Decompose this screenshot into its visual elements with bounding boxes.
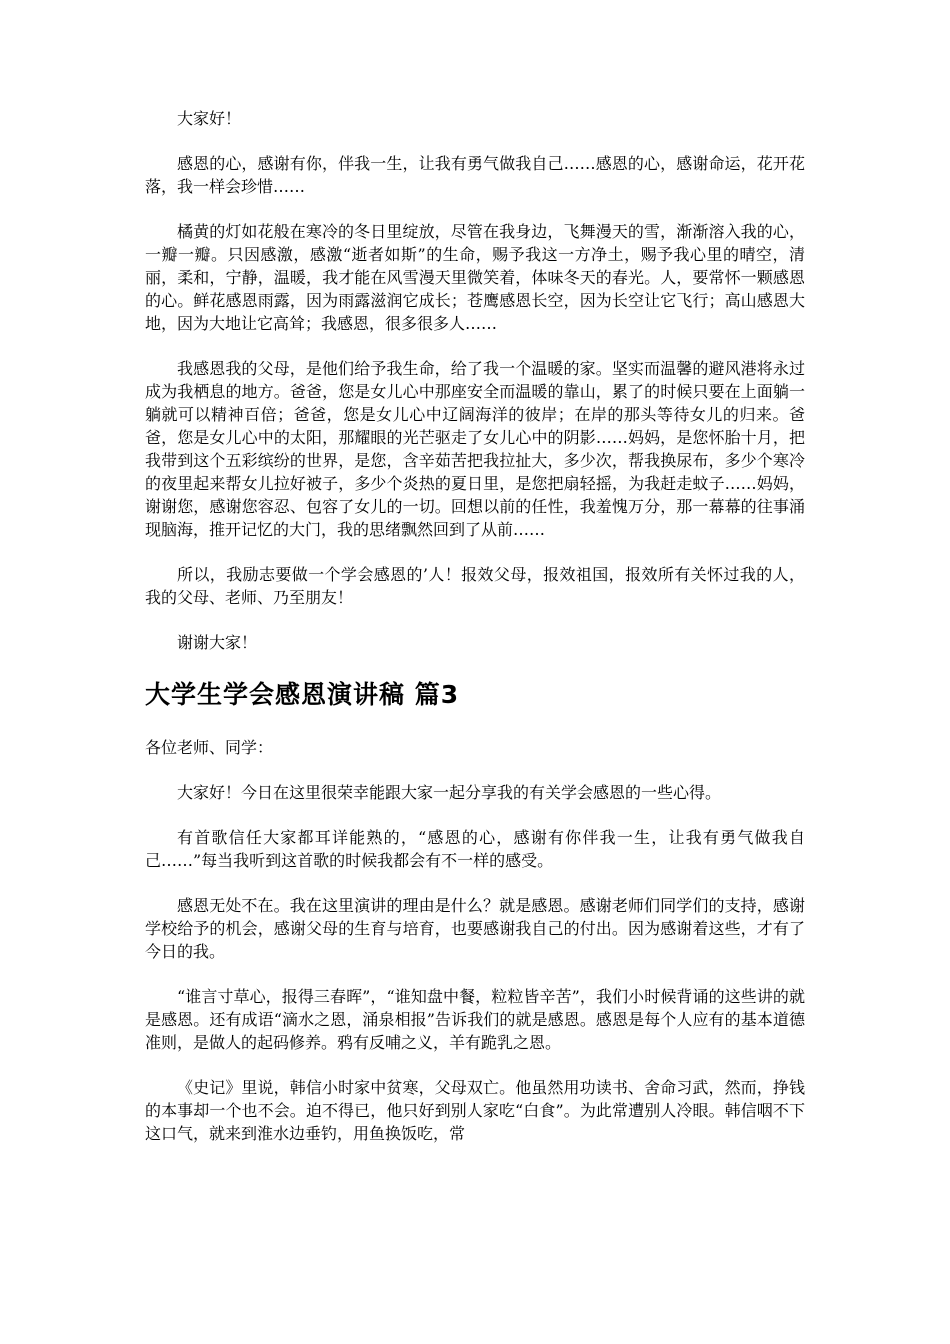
paragraph: 感恩的心，感谢有你，伴我一生，让我有勇气做我自己……感恩的心，感谢命运，花开花落，我一样会珍惜…… — [145, 154, 805, 196]
paragraph: 谢谢大家！ — [177, 633, 258, 652]
section-1 — [145, 107, 805, 654]
paragraph: 感恩无处不在。我在这里演讲的理由是什么？就是感恩。感谢老师们同学们的支持，感谢学校给予的机会，感谢父母的生育与培育，也要感谢我自己的付出。因为感谢着这些，才有了今日的我。 — [145, 896, 805, 961]
section-2 — [145, 781, 805, 1145]
paragraph: 大家好！ — [177, 109, 242, 128]
paragraph: “谁言寸草心，报得三春晖”，“谁知盘中餐，粒粒皆辛苦”，我们小时候背诵的这些讲的就是感恩。还有成语“滴水之恩，涌泉相报”告诉我们的就是感恩。感恩是每个人应有的基本道德准则，是做人的起码修养。鸦有反哺之义，羊有跪乳之恩。 — [145, 987, 805, 1052]
paragraph: 有首歌信任大家都耳详能熟的，“感恩的心，感谢有你伴我一生，让我有勇气做我自己……”每当我听到这首歌的时候我都会有不一样的感受。 — [145, 828, 805, 870]
paragraph: 我感恩我的父母，是他们给予我生命，给了我一个温暖的家。坚实而温馨的避风港将永过成为我栖息的地方。爸爸，您是女儿心中那座安全而温暖的靠山，累了的时候只要在上面躺一躺就可以精神百倍；爸爸，您是女儿心中辽阔海洋的彼岸；在岸的那头等待女儿的归来。爸爸，您是女儿心中的太阳，那耀眼的光芒驱走了女儿心中的阴影……妈妈，是您怀胎十月，把我带到这个五彩缤纷的世界，是您，含辛茹苦把我拉扯大，多少次，帮我换尿布，多少个寒冷的夜里起来帮女儿拉好被子，多少个炎热的夏日里，是您把扇轻摇，为我赶走蚊子……妈妈，谢谢您，感谢您容忍、包容了女儿的一切。回想以前的任性，我羞愧万分，那一幕幕的往事涌现脑海，推开记忆的大门，我的思绪飘然回到了从前…… — [145, 359, 805, 539]
section-heading: 大学生学会感恩演讲稿 篇3 — [145, 680, 460, 709]
paragraph: 《史记》里说，韩信小时家中贫寒，父母双亡。他虽然用功读书、舍命习武，然而，挣钱的本事却一个也不会。迫不得已，他只好到别人家吃“白食”。为此常遭别人冷眼。韩信咽不下这口气，就来到淮水边垂钓，用鱼换饭吃，常 — [145, 1078, 805, 1143]
salutation: 各位老师、同学： — [145, 738, 274, 757]
paragraph: 大家好！今日在这里很荣幸能跟大家一起分享我的有关学会感恩的一些心得。 — [177, 783, 722, 802]
document-page — [145, 107, 805, 1145]
paragraph: 橘黄的灯如花般在寒冷的冬日里绽放，尽管在我身边，飞舞漫天的雪，渐渐溶入我的心，一瓣一瓣。只因感激，感激“逝者如斯”的生命，赐予我这一方净土，赐予我心里的晴空，清丽，柔和，宁静，温暖，我才能在风雪漫天里微笑着，体味冬天的春光。人，要常怀一颗感恩的心。鲜花感恩雨露，因为雨露滋润它成长；苍鹰感恩长空，因为长空让它飞行；高山感恩大地，因为大地让它高耸；我感恩，很多很多人…… — [145, 222, 805, 333]
paragraph: 所以，我励志要做一个学会感恩的’人！报效父母，报效祖国，报效所有关怀过我的人，我的父母、老师、乃至朋友！ — [145, 565, 805, 607]
